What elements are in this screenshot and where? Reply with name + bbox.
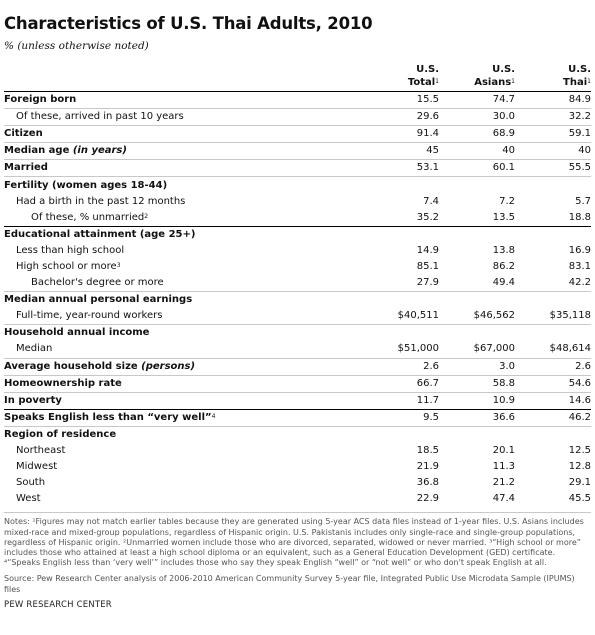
row-label-text: Homeownership rate bbox=[4, 377, 122, 389]
value-total: 36.8 bbox=[416, 477, 439, 489]
value-thai: 2.6 bbox=[575, 360, 591, 372]
row-label-text: High school or more bbox=[16, 260, 117, 272]
row-label-text: Fertility (women ages 18-44) bbox=[4, 179, 168, 191]
column-header-line2: Asians bbox=[474, 76, 512, 88]
row-label-text: Had a birth in the past 12 months bbox=[16, 195, 186, 207]
table-row bbox=[4, 427, 591, 443]
row-label bbox=[4, 443, 363, 459]
row-label bbox=[4, 292, 363, 308]
row-label-text: South bbox=[16, 477, 46, 489]
value-total: 45 bbox=[426, 145, 439, 157]
row-label-text: Median age bbox=[4, 145, 70, 157]
row-label-text: Citizen bbox=[4, 128, 43, 140]
value-thai: 14.6 bbox=[568, 394, 591, 406]
value-thai: 29.1 bbox=[568, 477, 591, 489]
row-label bbox=[4, 341, 363, 357]
value-thai: 46.2 bbox=[568, 411, 591, 423]
page-subtitle: % (unless otherwise noted) bbox=[4, 40, 149, 52]
value-thai: 32.2 bbox=[568, 111, 591, 123]
row-label bbox=[4, 126, 363, 142]
value-thai: 83.1 bbox=[568, 260, 591, 272]
table-row bbox=[4, 210, 591, 227]
row-label bbox=[4, 491, 363, 507]
row-label-text: Married bbox=[4, 162, 48, 174]
row-label-suffix: (persons) bbox=[141, 360, 196, 372]
row-label bbox=[4, 393, 363, 409]
value-asians: 36.6 bbox=[492, 411, 515, 423]
value-thai: 45.5 bbox=[568, 493, 591, 505]
row-label-text: Full-time, year-round workers bbox=[16, 310, 163, 322]
row-label bbox=[4, 194, 363, 210]
value-asians: 13.8 bbox=[492, 244, 515, 256]
row-label bbox=[4, 243, 363, 259]
table-body bbox=[4, 92, 591, 507]
value-thai: 12.5 bbox=[568, 445, 591, 457]
row-label-footnote: 3 bbox=[116, 261, 121, 269]
column-header-thai bbox=[515, 64, 591, 91]
value-asians: 20.1 bbox=[492, 445, 515, 457]
value-total: 22.9 bbox=[416, 493, 439, 505]
column-header-line2: Total bbox=[407, 76, 436, 88]
table-row bbox=[4, 475, 591, 491]
row-label bbox=[4, 178, 363, 194]
row-label bbox=[4, 210, 363, 226]
table-row bbox=[4, 177, 591, 193]
value-asians: 47.4 bbox=[492, 493, 515, 505]
table-row bbox=[4, 92, 591, 109]
value-thai: 42.2 bbox=[568, 277, 591, 289]
row-label bbox=[4, 109, 363, 125]
value-total: 9.5 bbox=[423, 411, 439, 423]
table-row bbox=[4, 459, 591, 475]
table-row bbox=[4, 359, 591, 376]
row-label bbox=[4, 459, 363, 475]
value-total: $40,511 bbox=[397, 310, 439, 322]
row-label-text: In poverty bbox=[4, 394, 62, 406]
value-thai: 54.6 bbox=[568, 377, 591, 389]
row-label-text: Of these, % unmarried bbox=[31, 211, 145, 223]
value-asians: 3.0 bbox=[499, 360, 515, 372]
row-label-footnote: 2 bbox=[144, 212, 149, 220]
row-label-text: Northeast bbox=[16, 445, 66, 457]
brand-footer: PEW RESEARCH CENTER bbox=[4, 599, 112, 610]
value-total: 35.2 bbox=[416, 211, 439, 223]
column-header-line1: U.S. bbox=[568, 64, 591, 75]
row-label-text: Educational attainment (age 25+) bbox=[4, 228, 196, 240]
table-row bbox=[4, 341, 591, 358]
table-row bbox=[4, 325, 591, 341]
column-header-sup: 1 bbox=[435, 77, 439, 85]
value-asians: 30.0 bbox=[492, 111, 515, 123]
value-total: 7.4 bbox=[423, 195, 439, 207]
table-row bbox=[4, 259, 591, 275]
table-row bbox=[4, 410, 591, 427]
value-asians: 13.5 bbox=[492, 211, 515, 223]
value-thai: 16.9 bbox=[568, 244, 591, 256]
column-header-line1: U.S. bbox=[492, 64, 515, 75]
row-label bbox=[4, 376, 363, 392]
notes: Notes: ¹Figures may not match earlier tables because they are generated using 5-year ACS data files instead of 1-year files. U.S. Asians includes mixed-race and mixed-group populations, regardless of Hispanic origin. U.S. Pakistanis includes only single-race and single-group populations, regardless of Hispanic origin. ²Unmarried women include those who are divorced, separated, widowed or never married. ³“High school or more” includes those who attained at least a high school diploma or an equivalent, such as a General Education Development (GED) certificate. ⁴“Speaks English less than ‘very well’” includes those who say they speak English “well” or “not well” or who don't speak English at all. bbox=[4, 512, 591, 568]
value-asians: 49.4 bbox=[492, 277, 515, 289]
value-total: 11.7 bbox=[416, 394, 439, 406]
row-label bbox=[4, 308, 363, 324]
value-total: 66.7 bbox=[416, 377, 439, 389]
value-asians: 40 bbox=[502, 145, 515, 157]
value-asians: 74.7 bbox=[492, 94, 515, 106]
row-label-footnote: 4 bbox=[211, 412, 216, 420]
value-total: 53.1 bbox=[416, 162, 439, 174]
row-label bbox=[4, 410, 363, 426]
column-header-total bbox=[363, 64, 439, 91]
row-label bbox=[4, 359, 363, 375]
row-label bbox=[4, 160, 363, 176]
value-asians: 7.2 bbox=[499, 195, 515, 207]
row-label bbox=[4, 227, 363, 243]
row-label bbox=[4, 143, 363, 159]
value-asians: 11.3 bbox=[492, 461, 515, 473]
page-title: Characteristics of U.S. Thai Adults, 2010 bbox=[4, 14, 373, 33]
value-total: 2.6 bbox=[423, 360, 439, 372]
value-thai: 12.8 bbox=[568, 461, 591, 473]
value-thai: 40 bbox=[578, 145, 591, 157]
value-thai: 59.1 bbox=[568, 128, 591, 140]
table-row bbox=[4, 393, 591, 410]
row-label-text: Midwest bbox=[16, 461, 58, 473]
value-thai: $35,118 bbox=[549, 310, 591, 322]
value-thai: $48,614 bbox=[549, 343, 591, 355]
value-asians: $46,562 bbox=[473, 310, 515, 322]
value-thai: 18.8 bbox=[568, 211, 591, 223]
row-label bbox=[4, 325, 363, 341]
row-label bbox=[4, 259, 363, 275]
row-label-text: Household annual income bbox=[4, 327, 150, 339]
row-label-suffix: (in years) bbox=[72, 145, 127, 157]
value-total: 29.6 bbox=[416, 111, 439, 123]
row-label bbox=[4, 475, 363, 491]
row-label-text: Bachelor's degree or more bbox=[31, 277, 164, 289]
row-label-text: West bbox=[16, 493, 41, 505]
column-header-line2: Thai bbox=[563, 76, 588, 88]
value-thai: 84.9 bbox=[568, 94, 591, 106]
table-row bbox=[4, 443, 591, 459]
column-header-asians bbox=[439, 64, 515, 91]
row-label-text: Median annual personal earnings bbox=[4, 294, 193, 306]
value-thai: 5.7 bbox=[575, 195, 591, 207]
table-row bbox=[4, 194, 591, 210]
row-label bbox=[4, 275, 363, 291]
row-label-text: Average household size bbox=[4, 360, 138, 372]
table-row bbox=[4, 227, 591, 243]
value-total: 15.5 bbox=[416, 94, 439, 106]
table-row bbox=[4, 292, 591, 308]
value-total: 21.9 bbox=[416, 461, 439, 473]
row-label-text: Median bbox=[16, 343, 53, 355]
value-asians: 10.9 bbox=[492, 394, 515, 406]
table-row bbox=[4, 376, 591, 393]
row-label-text: Region of residence bbox=[4, 428, 117, 440]
value-asians: 21.2 bbox=[492, 477, 515, 489]
value-asians: 60.1 bbox=[492, 162, 515, 174]
value-total: $51,000 bbox=[397, 343, 439, 355]
value-asians: 68.9 bbox=[492, 128, 515, 140]
value-total: 85.1 bbox=[416, 260, 439, 272]
table-row bbox=[4, 243, 591, 259]
table-row bbox=[4, 109, 591, 126]
table-row bbox=[4, 308, 591, 325]
row-label-text: Foreign born bbox=[4, 94, 77, 106]
value-thai: 55.5 bbox=[568, 162, 591, 174]
value-asians: 86.2 bbox=[492, 260, 515, 272]
row-label bbox=[4, 427, 363, 443]
value-total: 91.4 bbox=[416, 128, 439, 140]
row-label-text: Speaks English less than “very well” bbox=[4, 411, 212, 423]
value-asians: 58.8 bbox=[492, 377, 515, 389]
value-total: 14.9 bbox=[416, 244, 439, 256]
table-row bbox=[4, 160, 591, 177]
table-row bbox=[4, 126, 591, 143]
value-total: 27.9 bbox=[416, 277, 439, 289]
table-header bbox=[4, 61, 591, 92]
source: Source: Pew Research Center analysis of 2006-2010 American Community Survey 5-year file, Integrated Public Use Microdata Sample (IPUMS) files bbox=[4, 574, 575, 594]
table-row bbox=[4, 491, 591, 507]
table-row bbox=[4, 275, 591, 292]
value-asians: $67,000 bbox=[473, 343, 515, 355]
value-total: 18.5 bbox=[416, 445, 439, 457]
table-row bbox=[4, 143, 591, 160]
row-label-text: Less than high school bbox=[16, 244, 125, 256]
column-header-sup: 1 bbox=[511, 77, 515, 85]
column-header-line1: U.S. bbox=[416, 64, 439, 75]
row-label-text: Of these, arrived in past 10 years bbox=[16, 111, 184, 123]
row-label bbox=[4, 92, 363, 108]
column-header-sup: 1 bbox=[587, 77, 591, 85]
